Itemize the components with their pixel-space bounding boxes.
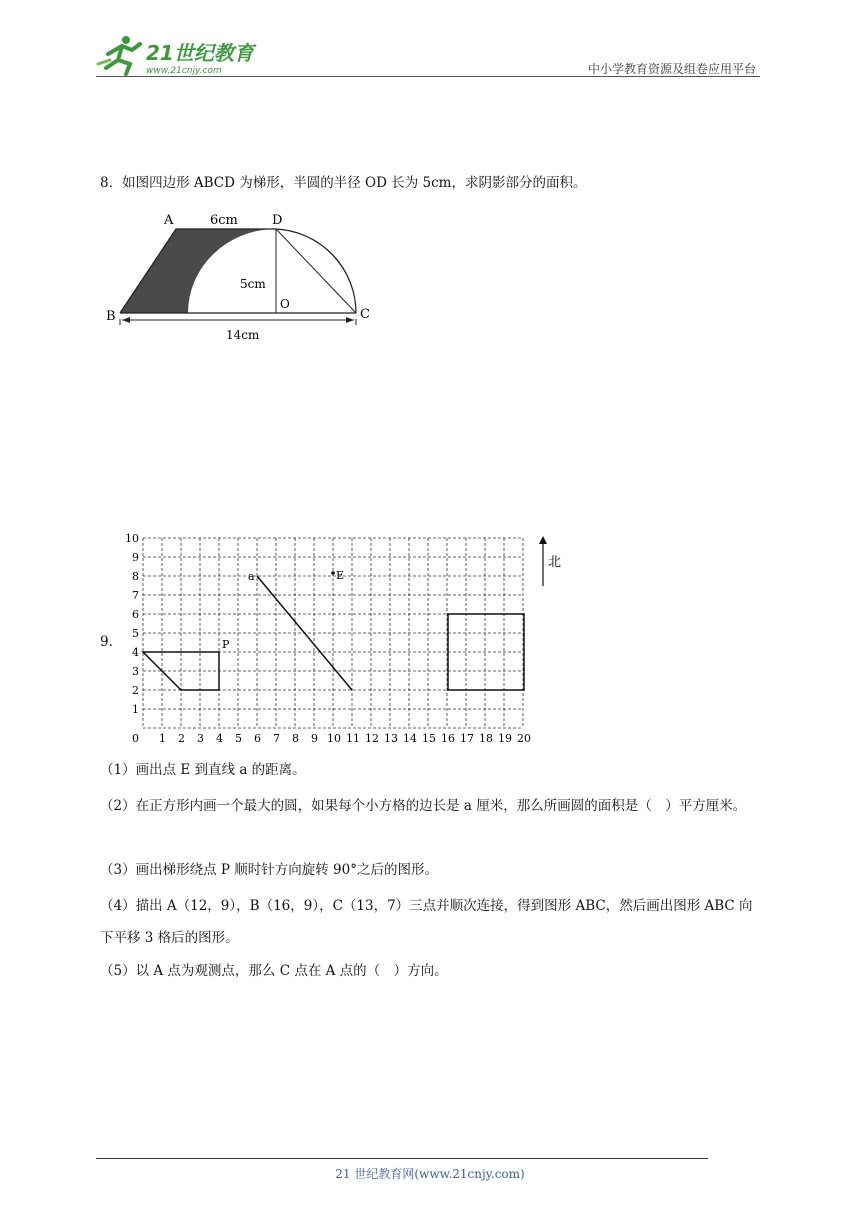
y-tick-label: 5 bbox=[132, 627, 139, 640]
label-B: B bbox=[106, 309, 116, 324]
question-9-number: 9. bbox=[100, 634, 113, 650]
question-8-text: 8．如图四边形 ABCD 为梯形，半圆的半径 OD 长为 5cm，求阴影部分的面积。 bbox=[100, 175, 587, 191]
y-tick-label: 8 bbox=[132, 570, 139, 583]
header-divider bbox=[96, 76, 760, 77]
label-D: D bbox=[272, 213, 283, 228]
x-tick-label: 11 bbox=[346, 732, 360, 744]
x-tick-label: 3 bbox=[197, 732, 204, 744]
q9-part-4: （4）描出 A（12，9），B（16，9），C（13，7）三点并顺次连接，得到图形 ABC，然后画出图形 ABC 向下平移 3 格后的图形。 bbox=[100, 898, 753, 946]
q9-grid-figure bbox=[118, 528, 578, 748]
x-tick-label: 14 bbox=[403, 732, 417, 744]
line-a bbox=[257, 576, 352, 690]
q9-part-3: （3）画出梯形绕点 P 顺时针方向旋转 90°之后的图形。 bbox=[100, 862, 438, 878]
y-tick-label: 2 bbox=[132, 684, 139, 697]
logo-url-text: www.21cnjy.com bbox=[146, 66, 222, 76]
x-tick-label: 6 bbox=[254, 732, 261, 744]
footer-divider bbox=[96, 1158, 708, 1159]
x-tick-label: 8 bbox=[292, 732, 299, 744]
x-tick-label: 9 bbox=[311, 732, 318, 744]
label-a: a bbox=[248, 570, 255, 583]
y-tick-label: 1 bbox=[132, 703, 139, 716]
x-tick-label: 7 bbox=[273, 732, 280, 744]
runner-logo-icon bbox=[98, 36, 140, 74]
label-north: 北 bbox=[548, 555, 562, 570]
x-tick-label: 2 bbox=[178, 732, 185, 744]
x-tick-label: 5 bbox=[235, 732, 242, 744]
point-E bbox=[331, 571, 335, 575]
x-tick-label: 20 bbox=[517, 732, 531, 744]
y-tick-label: 6 bbox=[132, 608, 139, 621]
x-tick-label: 1 bbox=[159, 732, 166, 744]
footer-source: 21 世纪教育网(www.21cnjy.com) bbox=[335, 1167, 525, 1181]
q9-part-1: （1）画出点 E 到直线 a 的距离。 bbox=[100, 762, 306, 778]
x-tick-label: 17 bbox=[460, 732, 474, 744]
label-top-length: 6cm bbox=[210, 213, 238, 228]
site-logo bbox=[96, 34, 266, 76]
label-C: C bbox=[360, 307, 370, 322]
q9-part-5: （5）以 A 点为观测点，那么 C 点在 A 点的（ ）方向。 bbox=[100, 963, 448, 979]
header-platform-name: 中小学教育资源及组卷应用平台 bbox=[587, 62, 756, 76]
x-tick-label: 10 bbox=[327, 732, 341, 744]
x-tick-label: 13 bbox=[384, 732, 398, 744]
x-tick-label: 15 bbox=[422, 732, 436, 744]
x-tick-label: 19 bbox=[498, 732, 512, 744]
label-E: E bbox=[336, 569, 345, 582]
q9-part-2: （2）在正方形内画一个最大的圆，如果每个小方格的边长是 a 厘米，那么所画圆的面积是（ ）平方厘米。 bbox=[100, 798, 747, 814]
q8-figure bbox=[100, 208, 390, 352]
x-tick-label: 12 bbox=[365, 732, 379, 744]
label-base-length: 14cm bbox=[226, 328, 260, 342]
label-O: O bbox=[280, 297, 290, 311]
x-tick-label: 0 bbox=[132, 732, 139, 744]
x-tick-label: 4 bbox=[216, 732, 223, 744]
logo-text: 21世纪教育 bbox=[146, 41, 254, 65]
label-P: P bbox=[222, 638, 230, 651]
y-tick-label: 3 bbox=[132, 665, 139, 678]
y-tick-label: 7 bbox=[132, 589, 139, 602]
x-tick-label: 16 bbox=[441, 732, 455, 744]
y-tick-label: 4 bbox=[132, 646, 139, 659]
y-tick-label: 9 bbox=[132, 551, 139, 564]
label-radius: 5cm bbox=[240, 277, 266, 291]
y-tick-label: 10 bbox=[125, 532, 139, 545]
label-A: A bbox=[164, 213, 174, 228]
x-tick-label: 18 bbox=[479, 732, 493, 744]
